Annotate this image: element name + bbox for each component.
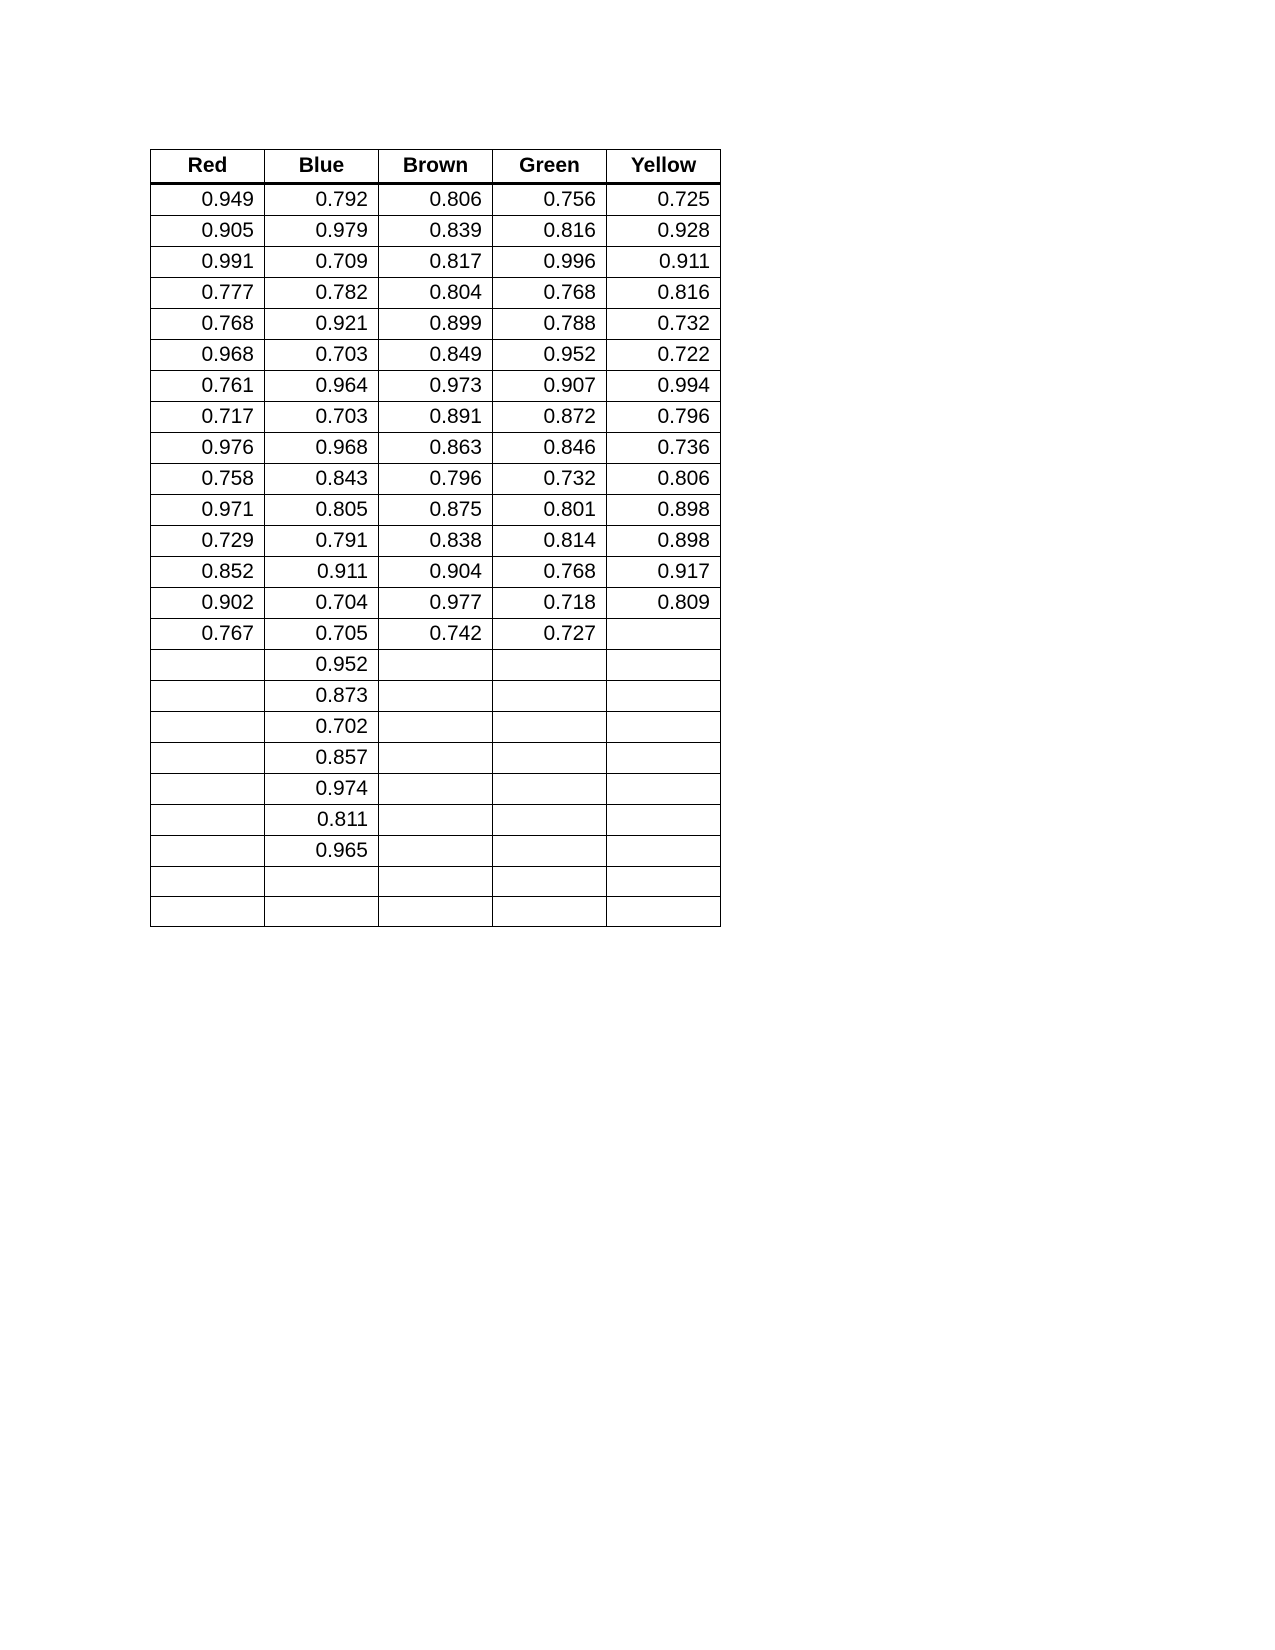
table-row [151,309,721,340]
table-cell: 0.788 [493,309,607,340]
table-cell: 0.973 [379,371,493,402]
table-cell: 0.736 [607,433,721,464]
table-row [151,526,721,557]
table-cell [607,836,721,867]
table-row [151,619,721,650]
table-cell [607,712,721,743]
table-cell: 0.768 [493,557,607,588]
table-cell [379,805,493,836]
table-cell: 0.732 [493,464,607,495]
table-cell: 0.921 [265,309,379,340]
table-cell: 0.767 [151,619,265,650]
table-cell [493,867,607,897]
table-row [151,650,721,681]
table-cell: 0.796 [607,402,721,433]
table-cell: 0.758 [151,464,265,495]
table-row [151,557,721,588]
table-row [151,495,721,526]
table-cell [151,897,265,927]
table-cell [151,867,265,897]
header-brown: Brown [379,150,493,184]
table-cell: 0.838 [379,526,493,557]
table-cell: 0.964 [265,371,379,402]
table-cell: 0.996 [493,247,607,278]
table-cell: 0.768 [151,309,265,340]
table-cell: 0.902 [151,588,265,619]
header-row [151,150,721,184]
table-cell: 0.875 [379,495,493,526]
table-cell: 0.863 [379,433,493,464]
table-cell: 0.792 [265,184,379,216]
table-cell: 0.971 [151,495,265,526]
table-cell: 0.817 [379,247,493,278]
table-cell [493,650,607,681]
table-cell [151,836,265,867]
table-cell [151,712,265,743]
table-cell [607,650,721,681]
table-row [151,897,721,927]
table-cell: 0.801 [493,495,607,526]
table-cell [151,774,265,805]
table-cell [151,743,265,774]
table-cell: 0.949 [151,184,265,216]
table-cell: 0.816 [493,216,607,247]
table-cell [151,650,265,681]
table-cell: 0.761 [151,371,265,402]
table-cell [607,619,721,650]
table-cell: 0.952 [265,650,379,681]
table-cell [493,836,607,867]
table-cell: 0.857 [265,743,379,774]
table-row [151,278,721,309]
table-cell: 0.702 [265,712,379,743]
header-red: Red [151,150,265,184]
table-cell: 0.839 [379,216,493,247]
table-cell: 0.709 [265,247,379,278]
table-row [151,743,721,774]
table-cell: 0.907 [493,371,607,402]
table-cell [607,681,721,712]
table-cell [379,897,493,927]
table-cell: 0.718 [493,588,607,619]
table-cell: 0.965 [265,836,379,867]
table-cell [607,867,721,897]
table-cell [379,743,493,774]
table-cell: 0.905 [151,216,265,247]
table-cell: 0.852 [151,557,265,588]
table-cell [379,867,493,897]
table-row [151,340,721,371]
data-table [150,149,721,927]
table-cell: 0.722 [607,340,721,371]
table-cell: 0.968 [265,433,379,464]
table-row [151,247,721,278]
table-cell: 0.976 [151,433,265,464]
table-cell [607,805,721,836]
table-row [151,712,721,743]
table-cell: 0.742 [379,619,493,650]
table-cell [151,805,265,836]
table-cell: 0.891 [379,402,493,433]
table-cell: 0.911 [265,557,379,588]
table-row [151,464,721,495]
table-body [151,184,721,927]
table-cell: 0.806 [607,464,721,495]
table-cell: 0.729 [151,526,265,557]
table-cell: 0.898 [607,495,721,526]
header-green: Green [493,150,607,184]
table-cell [379,681,493,712]
table-cell: 0.846 [493,433,607,464]
table-cell: 0.809 [607,588,721,619]
table-cell: 0.911 [607,247,721,278]
table-cell: 0.732 [607,309,721,340]
table-cell [607,743,721,774]
table-cell [493,897,607,927]
table-cell: 0.705 [265,619,379,650]
table-cell: 0.872 [493,402,607,433]
table-row [151,681,721,712]
table-row [151,867,721,897]
table-cell [493,805,607,836]
header-blue: Blue [265,150,379,184]
table-row [151,774,721,805]
table-cell: 0.843 [265,464,379,495]
table-cell: 0.811 [265,805,379,836]
table-cell: 0.991 [151,247,265,278]
table-cell: 0.849 [379,340,493,371]
table-cell: 0.805 [265,495,379,526]
table-row [151,184,721,216]
table-cell: 0.898 [607,526,721,557]
table-cell: 0.873 [265,681,379,712]
table-cell [379,774,493,805]
table-cell [607,774,721,805]
table-cell: 0.727 [493,619,607,650]
table-cell: 0.725 [607,184,721,216]
table-cell [265,897,379,927]
table-row [151,371,721,402]
table-cell [379,836,493,867]
header-yellow: Yellow [607,150,721,184]
table-row [151,216,721,247]
table-cell: 0.968 [151,340,265,371]
table-cell [493,743,607,774]
table-cell [493,712,607,743]
table-cell: 0.703 [265,340,379,371]
table-row [151,402,721,433]
table-cell: 0.979 [265,216,379,247]
table-cell: 0.917 [607,557,721,588]
table-cell [493,774,607,805]
table-cell: 0.952 [493,340,607,371]
table-cell [607,897,721,927]
table-cell: 0.704 [265,588,379,619]
table-cell: 0.717 [151,402,265,433]
table-cell [151,681,265,712]
table-cell: 0.703 [265,402,379,433]
table-row [151,836,721,867]
table-cell: 0.796 [379,464,493,495]
table-cell: 0.994 [607,371,721,402]
table-cell [379,712,493,743]
table-cell: 0.768 [493,278,607,309]
table-cell: 0.816 [607,278,721,309]
table-row [151,433,721,464]
table-cell: 0.977 [379,588,493,619]
table-cell: 0.791 [265,526,379,557]
table-cell: 0.777 [151,278,265,309]
table-row [151,588,721,619]
table-cell [493,681,607,712]
table-cell: 0.806 [379,184,493,216]
table-cell: 0.904 [379,557,493,588]
table-cell: 0.814 [493,526,607,557]
table-cell: 0.974 [265,774,379,805]
table-cell [379,650,493,681]
table-cell [265,867,379,897]
table-cell: 0.899 [379,309,493,340]
table-cell: 0.928 [607,216,721,247]
table-row [151,805,721,836]
table-cell: 0.804 [379,278,493,309]
table-cell: 0.756 [493,184,607,216]
table-cell: 0.782 [265,278,379,309]
